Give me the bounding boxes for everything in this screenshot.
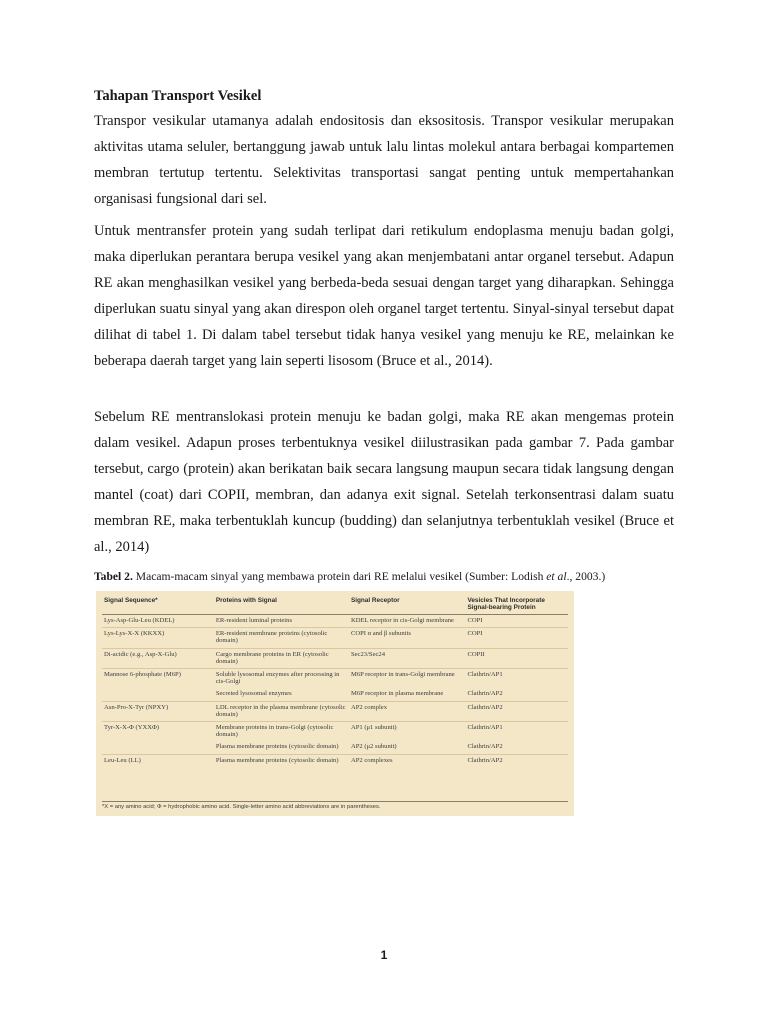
cell-vesicles: Clathrin/AP2: [467, 743, 503, 751]
cell-proteins: LDL receptor in the plasma membrane (cytosolic domain): [214, 701, 349, 721]
page-number: 1: [380, 948, 388, 962]
table-header-row: [102, 596, 568, 615]
section-heading: Tahapan Transport Vesikel: [94, 88, 262, 104]
caption-italic: et al: [546, 570, 567, 583]
cell-proteins: Plasma membrane proteins (cytosolic domain): [214, 754, 349, 767]
table-row: [102, 628, 568, 648]
header-signal-sequence: Signal Sequence*: [102, 596, 214, 615]
table-caption: [94, 570, 694, 584]
cell-signal-sequence: [102, 741, 214, 754]
paragraph-1: Transpor vesikular utamanya adalah endositosis dan eksositosis. Transpor vesikular merupakan aktivitas utama seluler, bertanggung jawab untuk lalu lintas molekul antara berbagai kompartemen membran tertutup tertentu. Selektivitas transportasi sangat penting untuk mempertahankan organisasi fungsional dari sel.: [94, 113, 674, 207]
paragraph-3: Sebelum RE mentranslokasi protein menuju ke badan golgi, maka RE akan mengemas protein dalam vesikel. Adapun proses terbentuknya vesikel diilustrasikan pada gambar 7. Pada gambar tersebut, cargo (protein) akan berikatan baik secara langsung maupun secara tidak langsung dengan mantel (coat) dari COPII, membran, dan adanya exit signal. Setelah terkonsentrasi dalam suatu membran RE, maka terbentuklah kuncup (budding) dan selanjutnya terbentuklah vesikel (Bruce et al., 2014): [94, 409, 674, 555]
cell-proteins: Secreted lysosomal enzymes: [215, 690, 292, 698]
cell-vesicles: Clathrin/AP1: [465, 669, 568, 689]
table-row: [102, 648, 568, 668]
cell-vesicles: COPI: [465, 628, 568, 648]
cell-signal-sequence: Lys-Lys-X-X (KKXX): [102, 628, 214, 648]
cell-signal-sequence: Lys-Asp-Glu-Leu (KDEL): [104, 617, 175, 624]
table-row: [102, 615, 568, 628]
table-row: [102, 741, 568, 754]
signal-table: [102, 596, 568, 767]
cell-receptor: AP1 (μ1 subunit): [349, 722, 466, 742]
cell-vesicles: COPI: [467, 617, 483, 624]
table-row: [102, 701, 568, 721]
header-proteins: Proteins with Signal: [214, 596, 349, 615]
caption-text-end: ., 2003.): [566, 570, 606, 583]
cell-receptor: AP2 (μ2 subunit): [350, 743, 397, 751]
table-row: [102, 669, 568, 689]
cell-signal-sequence: Di-acidic (e.g., Asp-X-Glu): [102, 648, 214, 668]
signal-table-image: [96, 591, 574, 816]
caption-label: Tabel 2.: [94, 570, 133, 583]
cell-receptor: AP2 complex: [349, 701, 466, 721]
cell-receptor: Sec23/Sec24: [349, 648, 466, 668]
cell-signal-sequence: [102, 688, 214, 701]
cell-vesicles: Clathrin/AP2: [465, 754, 568, 767]
cell-receptor: M6P receptor in plasma membrane: [350, 690, 444, 698]
table-row: [102, 688, 568, 701]
cell-receptor: AP2 complexes: [349, 754, 466, 767]
cell-receptor: KDEL receptor in cis-Golgi membrane: [350, 617, 454, 624]
cell-proteins: ER-resident membrane proteins (cytosolic domain): [214, 628, 349, 648]
paragraph-2: Untuk mentransfer protein yang sudah terlipat dari retikulum endoplasma menuju badan golgi, maka diperlukan perantara berupa vesikel yang akan menjembatani antar organel tersebut. Adapun RE akan menghasilkan vesikel yang berbeda-beda sesuai dengan target yang diharapkan. Sehingga diperlukan suatu sinyal yang akan direspon oleh organel target tertentu. Sinyal-sinyal tersebut dapat dilihat di tabel 1. Di dalam tabel tersebut tidak hanya vesikel yang menuju ke RE, melainkan ke beberapa daerah target yang lain seperti lisosom (Bruce et al., 2014).: [94, 223, 674, 369]
cell-signal-sequence: Asn-Pro-X-Tyr (NPXY): [102, 701, 214, 721]
header-receptor: Signal Receptor: [349, 596, 466, 615]
cell-vesicles: Clathrin/AP1: [465, 722, 568, 742]
cell-proteins: Cargo membrane proteins in ER (cytosolic domain): [214, 648, 349, 668]
header-vesicles: Vesicles That Incorporate Signal-bearing Protein: [465, 596, 568, 615]
cell-receptor: COPI α and β subunits: [349, 628, 466, 648]
cell-signal-sequence: Tyr-X-X-Φ (YXXΦ): [102, 722, 214, 742]
table-footnote: *X = any amino acid; Φ = hydrophobic amino acid. Single-letter amino acid abbreviations are in parentheses.: [102, 801, 568, 810]
cell-proteins: Plasma membrane proteins (cytosolic domain): [215, 743, 339, 751]
cell-vesicles: Clathrin/AP2: [467, 690, 503, 698]
cell-vesicles: Clathrin/AP2: [465, 701, 568, 721]
cell-signal-sequence: Mannose 6-phosphate (M6P): [102, 669, 214, 689]
cell-vesicles: COPII: [465, 648, 568, 668]
table-row: [102, 722, 568, 742]
table-row: [102, 754, 568, 767]
cell-signal-sequence: Leu-Leu (LL): [102, 754, 214, 767]
caption-text: Macam-macam sinyal yang membawa protein dari RE melalui vesikel (Sumber: Lodish: [132, 570, 547, 583]
cell-proteins: Soluble lysosomal enzymes after processing in cis-Golgi: [214, 669, 349, 689]
cell-receptor: M6P receptor in trans-Golgi membrane: [349, 669, 466, 689]
cell-proteins: Membrane proteins in trans-Golgi (cytosolic domain): [214, 722, 349, 742]
cell-proteins: ER-resident luminal proteins: [215, 617, 293, 624]
